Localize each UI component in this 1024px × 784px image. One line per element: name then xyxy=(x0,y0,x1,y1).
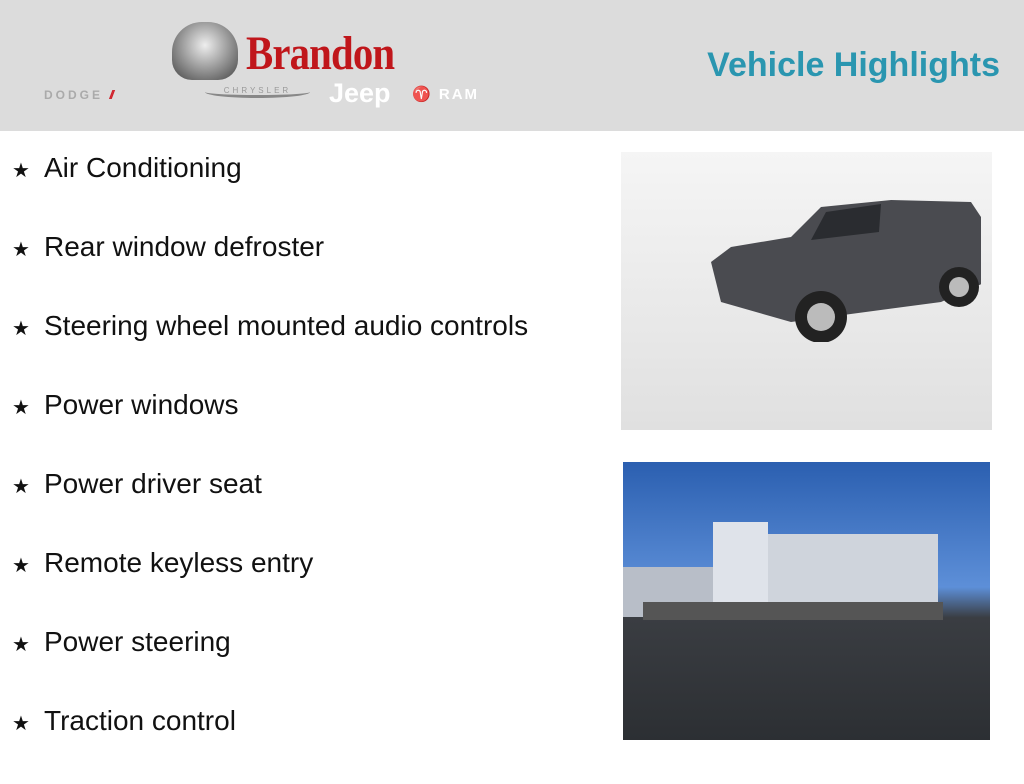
dodge-logo: DODGE // xyxy=(44,88,113,102)
chrysler-logo: CHRYSLER xyxy=(205,86,310,98)
list-item xyxy=(12,231,528,310)
feature-label: Air Conditioning xyxy=(44,152,242,183)
star-icon: ★ xyxy=(12,397,30,419)
feature-label: Power driver seat xyxy=(44,468,262,499)
feature-label: Traction control xyxy=(44,705,236,736)
suv-image xyxy=(701,192,981,342)
star-icon: ★ xyxy=(12,476,30,498)
feature-label: Rear window defroster xyxy=(44,231,325,262)
list-item xyxy=(12,626,528,705)
star-icon: ★ xyxy=(12,713,30,735)
star-icon: ★ xyxy=(12,239,30,261)
list-item xyxy=(12,310,528,389)
star-icon: ★ xyxy=(12,634,30,656)
building-image xyxy=(623,522,983,622)
feature-label: Steering wheel mounted audio controls xyxy=(44,310,529,341)
list-item xyxy=(12,389,528,468)
header xyxy=(0,0,1024,131)
star-icon: ★ xyxy=(12,160,30,182)
vehicle-photo xyxy=(621,152,992,430)
list-item xyxy=(12,152,528,231)
jeep-logo: Jeep xyxy=(329,78,391,108)
ram-brand-logo: ♈ RAM xyxy=(412,86,480,103)
page-title: Vehicle Highlights xyxy=(707,46,1000,84)
list-item xyxy=(12,468,528,547)
dealership-photo xyxy=(623,462,990,740)
ram-logo-icon xyxy=(172,22,238,80)
list-item xyxy=(12,547,528,626)
feature-label: Power steering xyxy=(44,626,231,657)
star-icon: ★ xyxy=(12,555,30,577)
star-icon: ★ xyxy=(12,318,30,340)
list-item xyxy=(12,705,528,784)
feature-label: Remote keyless entry xyxy=(44,547,314,578)
feature-label: Power windows xyxy=(44,389,239,420)
dealer-name: Brandon xyxy=(246,27,395,80)
feature-list xyxy=(12,152,528,784)
